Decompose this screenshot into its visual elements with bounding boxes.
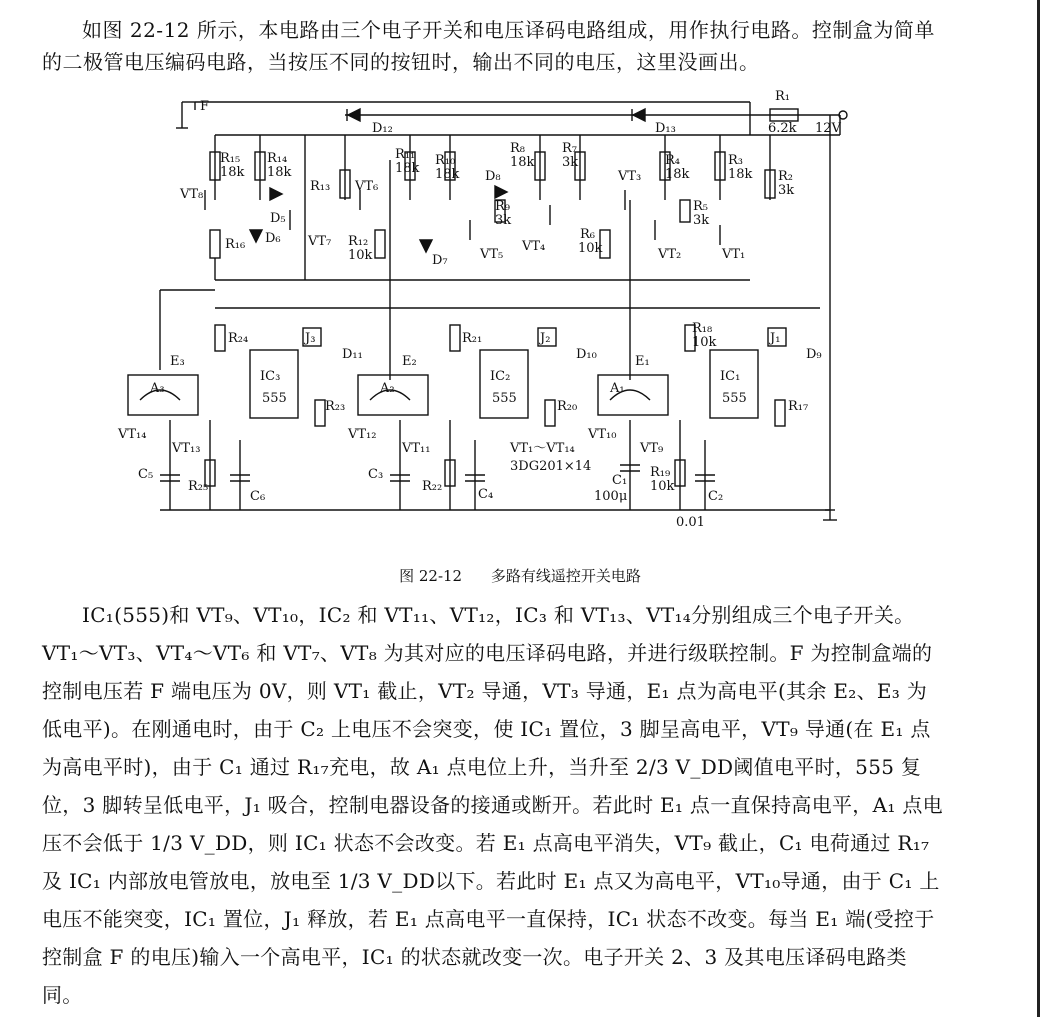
label-R2: R₂ (778, 169, 793, 184)
label-F: F (200, 99, 210, 114)
label-R18v: 10k (692, 335, 717, 350)
label-VT14: VT₁₄ (118, 427, 147, 442)
label-R18: R₁₈ (692, 321, 713, 336)
label-R14: R₁₄ (267, 151, 288, 166)
d12-diode (347, 109, 360, 121)
label-VT1: VT₁ (722, 247, 746, 262)
label-E2: E₂ (402, 354, 417, 369)
label-D10: D₁₀ (576, 347, 597, 362)
label-D12: D₁₂ (372, 121, 393, 136)
bottom-components (160, 420, 715, 510)
circuit-schematic-svg (110, 80, 870, 530)
label-R12v: 10k (348, 248, 373, 263)
label-R3v: 18k (728, 167, 753, 182)
label-C6: C₆ (250, 489, 266, 504)
figure-caption (0, 565, 1040, 586)
label-R16: R₁₆ (225, 237, 246, 252)
label-R10v: 18k (435, 167, 460, 182)
label-VT7: VT₇ (308, 234, 332, 249)
label-R11v: 18k (395, 161, 420, 176)
label-A2: A₂ (380, 381, 395, 396)
label-J2: J₂ (540, 331, 551, 346)
label-R22: R₂₂ (422, 479, 443, 494)
label-C1: C₁ (612, 473, 628, 488)
label-R2v: 3k (778, 183, 795, 198)
label-R15v: 18k (220, 165, 245, 180)
label-R17: R₁₇ (788, 399, 809, 414)
label-vt-note1: VT₁～VT₁₄ (510, 441, 575, 456)
label-A3: A₃ (150, 381, 165, 396)
label-R5v: 3k (693, 213, 710, 228)
intro-paragraph: 如图 22-12 所示，本电路由三个电子开关和电压译码电路组成，用作执行电路。控制盒为简单的二极管电压编码电路，当按压不同的按钮时，输出不同的电压，这里没画出。 (42, 18, 935, 74)
label-V12: 12V (815, 121, 841, 136)
label-R7v: 3k (562, 155, 579, 170)
d13-diode (632, 109, 645, 121)
label-IC2-555: 555 (492, 391, 517, 406)
label-R19: R₁₉ (650, 465, 671, 480)
label-R25: R₂₅ (188, 479, 209, 494)
f-terminal-ground (176, 102, 195, 128)
label-E1: E₁ (635, 354, 650, 369)
label-R11: R₁₁ (395, 147, 416, 162)
label-R10: R₁₀ (435, 153, 456, 168)
label-R13: R₁₃ (310, 179, 331, 194)
label-R23: R₂₃ (325, 399, 346, 414)
ic2-box (480, 350, 528, 418)
figure-title: 多路有线遥控开关电路 (490, 567, 641, 585)
label-R4: R₄ (665, 153, 680, 168)
label-VT12: VT₁₂ (348, 427, 377, 442)
label-VT5: VT₅ (480, 247, 504, 262)
label-C2: C₂ (708, 489, 724, 504)
label-R8: R₈ (510, 141, 525, 156)
label-R4v: 18k (665, 167, 690, 182)
label-IC1-555: 555 (722, 391, 747, 406)
body-paragraph: IC₁(555)和 VT₉、VT₁₀，IC₂ 和 VT₁₁、VT₁₂，IC₃ 和 VT₁₃、VT₁₄分别组成三个电子开关。VT₁～VT₃、VT₄～VT₆ 和 VT₇、VT₈ 为其对应的电压译码电路，并进行级联控制。F 为控制盒端的控制电压若 F 端电压为 0V，则 VT₁ 截止，VT₂ 导通，VT₃ 导通，E₁ 点为高电平(其余 E₂、E₃ 为低电平)。在刚通电时，由于 C₂ 上电压不会突变，使 IC₁ 置位，3 脚呈高电平，VT₉ 导通(在 E₁ 点为高电平时)，由于 C₁ 通过 R₁₇充电，故 A₁ 点电位上升，当升至 2/3 V_DD阈值电平时，555 复位，3 脚转呈低电平，J₁ 吸合，控制电器设备的接通或断开。若此时 E₁ 点一直保持高电平，A₁ 点电压不会低于 1/3 V_DD，则 IC₁ 状态不会改变。若 E₁ 点高电平消失，VT₉ 截止，C₁ 电荷通过 R₁₇及 IC₁ 内部放电管放电，放电至 1/3 V_DD以下。若此时 E₁ 点又为高电平，VT₁₀导通，由于 C₁ 上电压不能突变，IC₁ 置位，J₁ 释放，若 E₁ 点高电平一直保持，IC₁ 状态不改变。每当 E₁ 端(受控于控制盒 F 的电压)输入一个高电平，IC₁ 的状态就改变一次。电子开关 2、3 及其电压译码电路类同。 (42, 603, 943, 1007)
label-R9: R₉ (495, 199, 510, 214)
label-IC2: IC₂ (490, 369, 511, 384)
label-C3: C₃ (368, 467, 384, 482)
label-R8v: 18k (510, 155, 535, 170)
label-D7: D₇ (432, 253, 448, 268)
label-R3: R₃ (728, 153, 743, 168)
label-R1v: 6.2k (768, 121, 797, 136)
label-VT9: VT₉ (640, 441, 664, 456)
label-IC3: IC₃ (260, 369, 281, 384)
label-C5: C₅ (138, 467, 154, 482)
label-R24: R₂₄ (228, 331, 249, 346)
label-VT11: VT₁₁ (402, 441, 431, 456)
label-C2v: 0.01 (676, 515, 705, 530)
label-D13: D₁₃ (655, 121, 676, 136)
figure-number: 图 22-12 (399, 567, 463, 585)
label-R6: R₆ (580, 227, 595, 242)
label-R19v: 10k (650, 479, 675, 494)
label-IC1: IC₁ (720, 369, 741, 384)
label-VT3: VT₃ (618, 169, 642, 184)
label-A1: A₁ (610, 381, 625, 396)
a1-transistor-pair (598, 375, 668, 415)
label-D5: D₅ (270, 211, 286, 226)
label-R1: R₁ (775, 89, 790, 104)
label-E3: E₃ (170, 354, 185, 369)
label-VT13: VT₁₃ (172, 441, 201, 456)
label-D9: D₉ (806, 347, 822, 362)
label-C4: C₄ (478, 487, 494, 502)
label-VT6: VT₆ (355, 179, 379, 194)
label-D8: D₈ (485, 169, 501, 184)
label-J3: J₃ (305, 331, 316, 346)
label-vt-note2: 3DG201×14 (510, 459, 592, 474)
label-R12: R₁₂ (348, 234, 369, 249)
label-R6v: 10k (578, 241, 603, 256)
page-edge-rule (1037, 0, 1040, 1017)
label-VT8: VT₈ (180, 187, 204, 202)
label-D6: D₆ (265, 231, 281, 246)
ic1-box (710, 350, 758, 418)
label-IC3-555: 555 (262, 391, 287, 406)
circuit-diagram (110, 80, 870, 530)
label-R7: R₇ (562, 141, 577, 156)
label-R9v: 3k (495, 213, 512, 228)
label-J1: J₁ (770, 331, 781, 346)
label-VT10: VT₁₀ (588, 427, 617, 442)
label-D11: D₁₁ (342, 347, 363, 362)
label-R5: R₅ (693, 199, 708, 214)
label-VT4: VT₄ (522, 239, 546, 254)
label-R14v: 18k (267, 165, 292, 180)
ic3-box (250, 350, 298, 418)
label-R21: R₂₁ (462, 331, 483, 346)
label-C1v: 100μ (594, 489, 628, 504)
label-VT2: VT₂ (658, 247, 682, 262)
label-R15: R₁₅ (220, 151, 241, 166)
label-R20: R₂₀ (557, 399, 578, 414)
